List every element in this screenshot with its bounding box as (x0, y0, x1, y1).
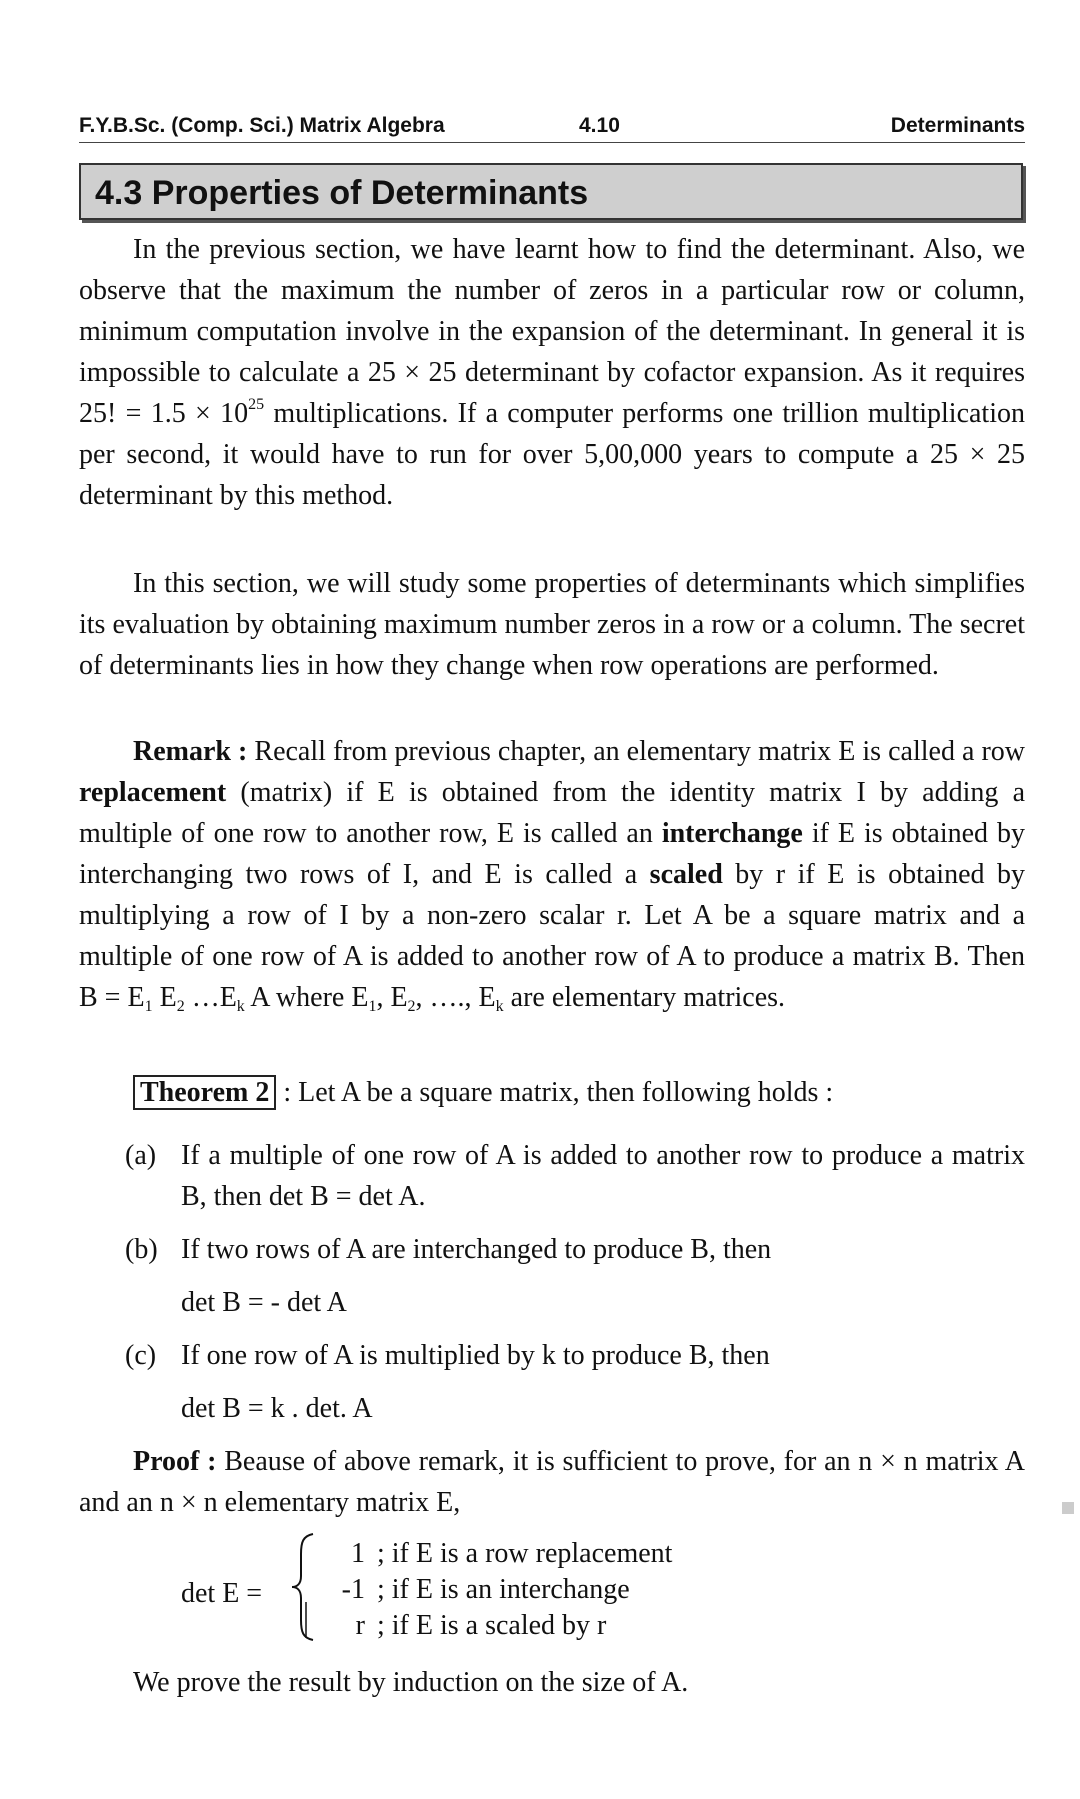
section-heading-box (79, 163, 1023, 220)
det-case-row (319, 1608, 606, 1644)
term-scaled: scaled (649, 859, 723, 890)
subscript: 1 (368, 998, 377, 1015)
case-value: r (355, 1610, 365, 1641)
exponent: 25 (248, 396, 265, 413)
item-text: If a multiple of one row of A is added to another row to produce a matrix B, then det B = det A. (181, 1140, 1025, 1212)
subscript: k (495, 998, 504, 1015)
scroll-indicator (1062, 1502, 1074, 1514)
remark-label: Remark : (133, 736, 248, 767)
header-page-number: 4.10 (579, 114, 620, 137)
section-paragraph: In this section, we will study some properties of determinants which simplifies its evaluation by obtaining maximum number zeros in a row or a column. The secret of determinants lies in how they change when row operations are performed. (79, 568, 1025, 681)
theorem-label: Theorem 2 (133, 1075, 276, 1110)
subscript: 2 (176, 998, 185, 1015)
header-book-title: F.Y.B.Sc. (Comp. Sci.) Matrix Algebra (79, 114, 445, 137)
left-brace-icon (289, 1532, 319, 1642)
remark-text: , E (376, 982, 408, 1013)
remark-text: E (152, 982, 177, 1013)
case-condition: ; if E is an interchange (377, 1574, 630, 1605)
proof-text: Beause of above remark, it is sufficient to prove, for an n × n matrix A and an n × n elementary matrix E, (79, 1446, 1025, 1518)
item-equation: det B = - det A (181, 1287, 347, 1318)
item-text: If one row of A is multiplied by k to produce B, then (181, 1340, 770, 1371)
remark-text: A where E (244, 982, 369, 1013)
det-case-row (319, 1536, 672, 1572)
term-replacement: replacement (79, 777, 227, 808)
proof-label: Proof : (133, 1446, 217, 1477)
remark-text: (matrix) if E is obtained from the identity matrix I by adding a multiple of one row to another row, E is called an (79, 777, 1025, 849)
remark-text: Recall from previous chapter, an elementary matrix E is called a row (247, 736, 1026, 767)
term-interchange: interchange (661, 818, 803, 849)
intro-paragraph (79, 229, 1025, 516)
remark-text: by r if E is obtained by multiplying a row of I by a non-zero scalar r. Let A be a square matrix and a multiple of one row of A is added to another row of A to produce a matrix B. Then B = E (79, 859, 1026, 1013)
theorem-text: : Let A be a square matrix, then following holds : (276, 1077, 834, 1108)
closing-sentence: We prove the result by induction on the size of A. (133, 1667, 689, 1698)
theorem-statement (133, 1072, 833, 1113)
case-condition: ; if E is a scaled by r (377, 1610, 607, 1641)
remark-text: if E is obtained by interchanging two rows of I, and E is called a (79, 818, 1025, 890)
case-value: -1 (341, 1574, 365, 1605)
item-label: (b) (125, 1234, 158, 1265)
remark-text: …E (184, 982, 237, 1013)
case-condition: ; if E is a row replacement (377, 1538, 673, 1569)
remark-text: , …., E (415, 982, 496, 1013)
case-value: 1 (351, 1538, 365, 1569)
det-case-row (319, 1572, 630, 1608)
section-title: 4.3 Properties of Determinants (95, 174, 589, 212)
proof-paragraph (79, 1441, 1025, 1523)
intro-text-2: multiplications. If a computer performs one trillion multiplication per second, it would have to run for over 5,00,000 years to compute a 25 × 25 determinant by this method. (79, 398, 1025, 511)
intro-text-1: In the previous section, we have learnt how to find the determinant. Also, we observe that the maximum the number of zeros in a particular row or column, minimum computation involve in the expansion of the determinant. In general it is impossible to calculate a 25 × 25 determinant by cofactor expansion. As it requires 25! = 1.5 × 10 (79, 234, 1025, 429)
subscript: 2 (407, 998, 416, 1015)
running-header (79, 112, 1025, 143)
remark-paragraph (79, 731, 1025, 1018)
header-chapter-title: Determinants (890, 114, 1025, 137)
item-label: (c) (125, 1340, 157, 1371)
item-equation: det B = k . det. A (181, 1393, 373, 1424)
subscript: k (236, 998, 245, 1015)
item-text: If two rows of A are interchanged to produce B, then (181, 1234, 772, 1265)
remark-text: are elementary matrices. (503, 982, 786, 1013)
subscript: 1 (144, 998, 153, 1015)
item-label: (a) (125, 1140, 157, 1171)
det-e-label: det E = (181, 1578, 263, 1609)
